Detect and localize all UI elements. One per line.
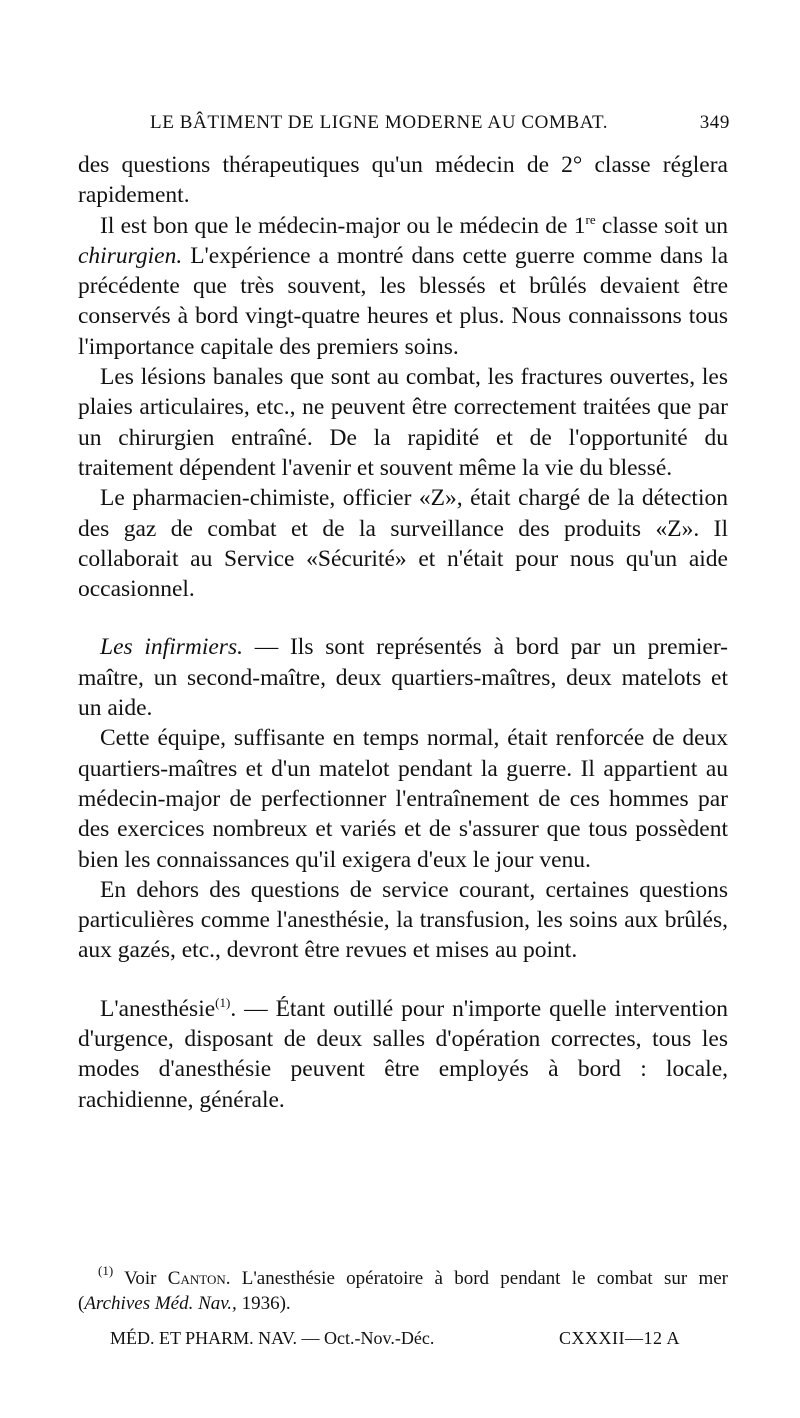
footnote-author: Canton [167,1268,226,1289]
footnote-journal: Archives Méd. Nav., [84,1293,237,1314]
paragraph-6: Cette équipe, suffisante en temps normal, était renforcée de deux quartiers-maîtres et d'un matelot pendant la guerre. Il appartient au médecin-major de perfectionner l'entraînement de ces hommes par des exercices nombreux et variés et de s'assurer que tous possèdent bien les connaissances qu'il exigera d'eux le jour venu. [78,725,728,873]
running-header [150,112,730,134]
section-anesthesie-text: . — Étant outillé pour n'importe quelle intervention d'urgence, disposant de deux salles d'opération correctes, tous les modes d'anesthésie peuvent être employés à bord : locale, rachidienne, générale. [78,995,728,1113]
footnote-pre: Voir [113,1268,168,1289]
footnote [78,1263,728,1316]
footnote-reference: (1) [215,994,231,1010]
footer-signature: CXXXII—12 A [559,1328,680,1348]
running-title: LE BÂTIMENT DE LIGNE MODERNE AU COMBAT. [150,112,609,133]
paragraph-2-start: Il est bon que le médecin-major ou le médecin de 1 [100,212,586,239]
paragraph-2-mid: classe soit un [595,212,728,239]
section-infirmiers [78,632,728,723]
paragraph-3: Les lésions banales que sont au combat, les fractures ouvertes, les plaies articulaires, etc., ne peuvent être correctement traitées que par un chirurgien entraîné. De la rapidité et de l'opportunité du traitement dépendent l'avenir et souvent même la vie du blessé. [78,364,728,481]
paragraph-2 [78,211,728,362]
section-title-anesthesie: L'anesthésie [100,995,216,1022]
section-title-infirmiers: Les infirmiers. [100,634,243,661]
section-anesthesie [78,994,728,1115]
footer-journal: MÉD. ET PHARM. NAV. — Oct.-Nov.-Déc. [110,1328,435,1348]
footnote-text: . L'anesthésie opératoire à bord pendant le combat sur mer ( [78,1268,728,1314]
footnote-year: 1936). [236,1293,291,1314]
paragraph-4: Le pharmacien-chimiste, officier «Z», était chargé de la détection des gaz de combat et de la surveillance des produits «Z». Il collaborait au Service «Sécurité» et n'était pour nous qu'un aide occasionnel. [78,485,728,603]
paragraph-1: des questions thérapeutiques qu'un médecin de 2° classe réglera rapidement. [78,152,728,209]
page-footer [110,1328,680,1349]
ordinal-superscript: re [585,211,596,227]
footnote-marker: (1) [98,1263,114,1278]
paragraph-7: En dehors des questions de service courant, certaines questions particulières comme l'anesthésie, la transfusion, les soins aux brûlés, aux gazés, etc., devront être revues et mises au point. [78,876,728,964]
body-text [78,150,728,1115]
emphasis-chirurgien: chirurgien. [78,242,183,269]
section-infirmiers-text: — Ils sont représentés à bord par un premier-maître, un second-maître, deux quartiers-maîtres, deux matelots et un aide. [78,634,728,722]
paragraph-2-end: L'expérience a montré dans cette guerre comme dans la précédente que très souvent, les blessés et brûlés devaient être conservés à bord vingt-quatre heures et plus. Nous connaissons tous l'importance capitale des premiers soins. [78,242,728,360]
page-number: 349 [699,112,730,133]
